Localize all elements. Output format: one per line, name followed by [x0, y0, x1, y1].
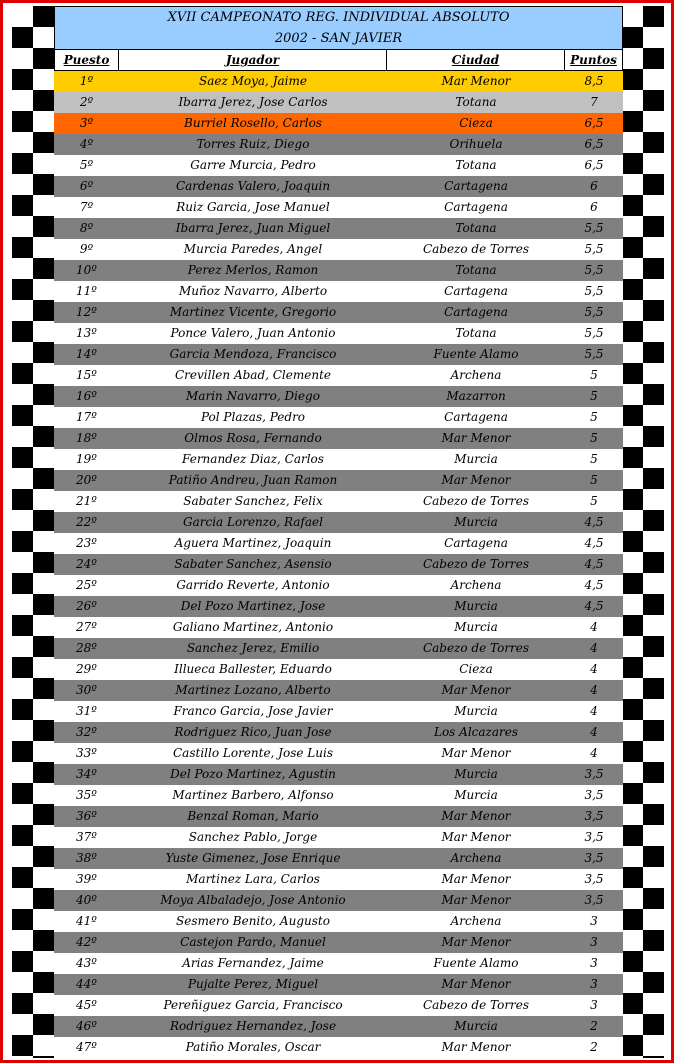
cell-jugador: Olmos Rosa, Fernando	[184, 431, 322, 445]
table-row	[54, 806, 623, 827]
cell-ciudad: Mar Menor	[441, 872, 511, 886]
table-row	[54, 239, 623, 260]
cell-ciudad: Cieza	[459, 662, 493, 676]
cell-puntos: 2	[590, 1040, 598, 1054]
cell-ciudad: Cabezo de Torres	[422, 998, 530, 1012]
cell-ciudad: Murcia	[454, 599, 498, 613]
cell-puesto: 13º	[76, 326, 97, 340]
cell-ciudad: Cartagena	[444, 284, 508, 298]
cell-ciudad: Totana	[455, 158, 497, 172]
cell-puesto: 3º	[79, 116, 94, 130]
cell-puesto: 10º	[76, 263, 97, 277]
cell-puntos: 6,5	[584, 158, 604, 172]
cell-jugador: Pujalte Perez, Miguel	[187, 977, 319, 991]
cell-puntos: 5,5	[584, 263, 604, 277]
cell-ciudad: Cartagena	[444, 305, 508, 319]
table-row	[54, 554, 623, 575]
cell-puntos: 6	[590, 200, 598, 214]
table-row	[54, 470, 623, 491]
cell-puntos: 3,5	[584, 872, 604, 886]
cell-ciudad: Mar Menor	[441, 809, 511, 823]
cell-ciudad: Murcia	[454, 767, 498, 781]
cell-puntos: 5,5	[584, 284, 604, 298]
cell-puntos: 3	[590, 935, 598, 949]
cell-ciudad: Cieza	[459, 116, 493, 130]
cell-jugador: Crevillen Abad, Clemente	[174, 368, 332, 382]
table-row	[54, 1037, 623, 1058]
cell-puntos: 4,5	[584, 515, 604, 529]
cell-puesto: 2º	[79, 95, 94, 109]
header-row	[54, 50, 623, 71]
table-row	[54, 323, 623, 344]
cell-puesto: 16º	[76, 389, 97, 403]
cell-puesto: 4º	[79, 137, 94, 151]
cell-jugador: Aguera Martinez, Joaquin	[174, 536, 332, 550]
table-row	[54, 575, 623, 596]
cell-ciudad: Murcia	[454, 704, 498, 718]
cell-jugador: Ibarra Jerez, Jose Carlos	[178, 95, 328, 109]
table-row	[54, 953, 623, 974]
cell-jugador: Sabater Sanchez, Asensio	[174, 557, 332, 571]
table-row	[54, 701, 623, 722]
cell-jugador: Perez Merlos, Ramon	[187, 263, 319, 277]
cell-puntos: 8,5	[584, 74, 604, 88]
table-row	[54, 638, 623, 659]
cell-puesto: 31º	[76, 704, 97, 718]
cell-jugador: Burriel Rosello, Carlos	[184, 116, 322, 130]
cell-puesto: 7º	[79, 200, 94, 214]
table-row	[54, 680, 623, 701]
cell-ciudad: Mar Menor	[441, 893, 511, 907]
header-jugador: Jugador	[119, 50, 387, 71]
table-row	[54, 365, 623, 386]
table-row	[54, 974, 623, 995]
cell-puesto: 18º	[76, 431, 97, 445]
title-line-1: XVII CAMPEONATO REG. INDIVIDUAL ABSOLUTO	[167, 10, 510, 25]
cell-ciudad: Orihuela	[449, 137, 503, 151]
cell-jugador: Castejon Pardo, Manuel	[180, 935, 326, 949]
table-row	[54, 764, 623, 785]
cell-jugador: Del Pozo Martinez, Agustin	[170, 767, 336, 781]
table-row	[54, 533, 623, 554]
cell-puesto: 39º	[76, 872, 97, 886]
cell-puesto: 17º	[76, 410, 97, 424]
table-row	[54, 71, 623, 92]
cell-ciudad: Murcia	[454, 620, 498, 634]
table-row	[54, 659, 623, 680]
cell-puesto: 19º	[76, 452, 97, 466]
cell-jugador: Benzal Roman, Mario	[187, 809, 319, 823]
cell-jugador: Murcia Paredes, Angel	[183, 242, 323, 256]
cell-puesto: 47º	[76, 1040, 97, 1054]
cell-puntos: 5,5	[584, 221, 604, 235]
table-row	[54, 281, 623, 302]
cell-puesto: 44º	[76, 977, 97, 991]
cell-puntos: 5,5	[584, 305, 604, 319]
cell-puntos: 5	[590, 368, 598, 382]
cell-jugador: Garcia Lorenzo, Rafael	[183, 515, 323, 529]
cell-ciudad: Cabezo de Torres	[422, 242, 530, 256]
table-title	[54, 6, 623, 50]
cell-puntos: 2	[590, 1019, 598, 1033]
table-row	[54, 890, 623, 911]
cell-ciudad: Archena	[450, 851, 502, 865]
cell-puntos: 7	[590, 95, 598, 109]
cell-puesto: 28º	[76, 641, 97, 655]
table-row	[54, 869, 623, 890]
cell-puesto: 11º	[76, 284, 97, 298]
table-row	[54, 428, 623, 449]
cell-puntos: 4	[590, 662, 598, 676]
cell-jugador: Del Pozo Martinez, Jose	[180, 599, 326, 613]
cell-puntos: 4	[590, 725, 598, 739]
cell-jugador: Yuste Gimenez, Jose Enrique	[165, 851, 341, 865]
cell-puesto: 14º	[76, 347, 97, 361]
cell-puesto: 5º	[79, 158, 94, 172]
cell-jugador: Martinez Lozano, Alberto	[175, 683, 331, 697]
cell-puesto: 43º	[76, 956, 97, 970]
table-row	[54, 848, 623, 869]
standings-table	[54, 6, 623, 1058]
cell-puesto: 37º	[76, 830, 97, 844]
cell-jugador: Ibarra Jerez, Juan Miguel	[175, 221, 331, 235]
cell-jugador: Franco Garcia, Jose Javier	[173, 704, 333, 718]
cell-puntos: 4	[590, 683, 598, 697]
checkered-border-right	[622, 6, 664, 1058]
table-row	[54, 743, 623, 764]
cell-jugador: Martinez Vicente, Gregorio	[169, 305, 337, 319]
cell-puntos: 3	[590, 914, 598, 928]
cell-puesto: 46º	[76, 1019, 97, 1033]
cell-jugador: Sabater Sanchez, Felix	[183, 494, 323, 508]
cell-puntos: 5	[590, 494, 598, 508]
cell-jugador: Sanchez Jerez, Emilio	[186, 641, 320, 655]
cell-jugador: Illueca Ballester, Eduardo	[174, 662, 332, 676]
title-line-2: 2002 - SAN JAVIER	[274, 31, 403, 46]
cell-jugador: Arias Fernandez, Jaime	[182, 956, 324, 970]
cell-jugador: Pereñiguez Garcia, Francisco	[163, 998, 343, 1012]
table-row	[54, 995, 623, 1016]
cell-puesto: 1º	[79, 74, 94, 88]
cell-ciudad: Mar Menor	[441, 830, 511, 844]
table-row	[54, 512, 623, 533]
cell-ciudad: Murcia	[454, 1019, 498, 1033]
cell-puntos: 4,5	[584, 578, 604, 592]
cell-ciudad: Mar Menor	[441, 473, 511, 487]
cell-puesto: 32º	[76, 725, 97, 739]
cell-jugador: Saez Moya, Jaime	[199, 74, 307, 88]
table-row	[54, 407, 623, 428]
cell-jugador: Sesmero Benito, Augusto	[176, 914, 330, 928]
cell-puntos: 3,5	[584, 767, 604, 781]
cell-puesto: 24º	[76, 557, 97, 571]
cell-puesto: 21º	[76, 494, 97, 508]
cell-puesto: 26º	[76, 599, 97, 613]
table-row	[54, 491, 623, 512]
cell-jugador: Ponce Valero, Juan Antonio	[170, 326, 336, 340]
cell-puesto: 29º	[76, 662, 97, 676]
cell-jugador: Rodriguez Hernandez, Jose	[169, 1019, 337, 1033]
table-row	[54, 827, 623, 848]
cell-puntos: 3	[590, 998, 598, 1012]
cell-jugador: Cardenas Valero, Joaquin	[175, 179, 331, 193]
cell-jugador: Garcia Mendoza, Francisco	[169, 347, 337, 361]
cell-jugador: Patiño Andreu, Juan Ramon	[168, 473, 338, 487]
cell-puntos: 5	[590, 410, 598, 424]
cell-ciudad: Murcia	[454, 452, 498, 466]
cell-ciudad: Cabezo de Torres	[422, 557, 530, 571]
cell-jugador: Martinez Lara, Carlos	[186, 872, 320, 886]
cell-puntos: 3	[590, 977, 598, 991]
cell-jugador: Castillo Lorente, Jose Luis	[173, 746, 333, 760]
cell-ciudad: Totana	[455, 263, 497, 277]
cell-jugador: Moya Albaladejo, Jose Antonio	[160, 893, 346, 907]
table-row	[54, 260, 623, 281]
cell-jugador: Torres Ruiz, Diego	[196, 137, 310, 151]
cell-ciudad: Murcia	[454, 515, 498, 529]
cell-jugador: Garrido Reverte, Antonio	[176, 578, 330, 592]
cell-puntos: 3,5	[584, 851, 604, 865]
table-row	[54, 302, 623, 323]
cell-puesto: 34º	[76, 767, 97, 781]
cell-puesto: 6º	[79, 179, 94, 193]
cell-jugador: Martinez Barbero, Alfonso	[172, 788, 334, 802]
cell-puesto: 15º	[76, 368, 97, 382]
cell-puntos: 6	[590, 179, 598, 193]
cell-puntos: 4	[590, 641, 598, 655]
cell-ciudad: Mar Menor	[441, 683, 511, 697]
cell-jugador: Patiño Morales, Oscar	[185, 1040, 321, 1054]
cell-ciudad: Archena	[450, 368, 502, 382]
cell-ciudad: Mar Menor	[441, 746, 511, 760]
cell-ciudad: Mar Menor	[441, 431, 511, 445]
cell-puntos: 5,5	[584, 242, 604, 256]
cell-puesto: 36º	[76, 809, 97, 823]
table-row	[54, 1016, 623, 1037]
table-row	[54, 911, 623, 932]
cell-puntos: 5	[590, 389, 598, 403]
cell-puntos: 5,5	[584, 326, 604, 340]
cell-ciudad: Fuente Alamo	[433, 956, 519, 970]
cell-puesto: 41º	[76, 914, 97, 928]
table-row	[54, 176, 623, 197]
cell-puesto: 20º	[76, 473, 97, 487]
cell-jugador: Sanchez Pablo, Jorge	[188, 830, 318, 844]
table-body	[54, 71, 623, 1058]
cell-puesto: 12º	[76, 305, 97, 319]
cell-ciudad: Cabezo de Torres	[422, 641, 530, 655]
cell-ciudad: Murcia	[454, 788, 498, 802]
cell-ciudad: Cartagena	[444, 536, 508, 550]
cell-ciudad: Fuente Alamo	[433, 347, 519, 361]
cell-puntos: 3,5	[584, 809, 604, 823]
cell-puntos: 5	[590, 473, 598, 487]
cell-puntos: 6,5	[584, 137, 604, 151]
cell-ciudad: Mazarron	[446, 389, 506, 403]
cell-puntos: 4,5	[584, 599, 604, 613]
cell-ciudad: Cartagena	[444, 179, 508, 193]
cell-jugador: Ruiz Garcia, Jose Manuel	[176, 200, 330, 214]
cell-ciudad: Archena	[450, 914, 502, 928]
cell-puntos: 4	[590, 620, 598, 634]
table-row	[54, 449, 623, 470]
cell-puntos: 3,5	[584, 893, 604, 907]
table-row	[54, 155, 623, 176]
cell-puntos: 3,5	[584, 830, 604, 844]
cell-ciudad: Mar Menor	[441, 1040, 511, 1054]
cell-ciudad: Cartagena	[444, 410, 508, 424]
cell-jugador: Muñoz Navarro, Alberto	[178, 284, 328, 298]
cell-puntos: 5,5	[584, 347, 604, 361]
table-row	[54, 617, 623, 638]
header-ciudad: Ciudad	[387, 50, 565, 71]
cell-ciudad: Mar Menor	[441, 935, 511, 949]
table-row	[54, 596, 623, 617]
cell-puesto: 45º	[76, 998, 97, 1012]
cell-ciudad: Totana	[455, 326, 497, 340]
cell-ciudad: Mar Menor	[441, 977, 511, 991]
cell-jugador: Rodriguez Rico, Juan Jose	[174, 725, 332, 739]
cell-jugador: Galiano Martinez, Antonio	[172, 620, 334, 634]
cell-puntos: 4	[590, 746, 598, 760]
cell-ciudad: Los Alcazares	[433, 725, 519, 739]
header-puntos: Puntos	[565, 50, 623, 71]
cell-ciudad: Archena	[450, 578, 502, 592]
cell-puesto: 38º	[76, 851, 97, 865]
cell-jugador: Marin Navarro, Diego	[186, 389, 320, 403]
cell-puesto: 40º	[76, 893, 97, 907]
cell-ciudad: Cartagena	[444, 200, 508, 214]
cell-puesto: 8º	[79, 221, 94, 235]
cell-puesto: 22º	[76, 515, 97, 529]
cell-puesto: 25º	[76, 578, 97, 592]
cell-jugador: Fernandez Diaz, Carlos	[182, 452, 324, 466]
cell-puesto: 9º	[79, 242, 94, 256]
cell-puntos: 3,5	[584, 788, 604, 802]
cell-jugador: Pol Plazas, Pedro	[200, 410, 306, 424]
cell-ciudad: Cabezo de Torres	[422, 494, 530, 508]
table-row	[54, 197, 623, 218]
cell-puntos: 3	[590, 956, 598, 970]
cell-ciudad: Totana	[455, 221, 497, 235]
cell-puntos: 4	[590, 704, 598, 718]
table-row	[54, 785, 623, 806]
cell-puesto: 35º	[76, 788, 97, 802]
table-row	[54, 386, 623, 407]
table-row	[54, 722, 623, 743]
cell-puesto: 30º	[76, 683, 97, 697]
cell-puntos: 5	[590, 431, 598, 445]
checkered-border-left	[12, 6, 54, 1058]
table-row	[54, 113, 623, 134]
table-row	[54, 344, 623, 365]
cell-puntos: 4,5	[584, 557, 604, 571]
cell-puntos: 4,5	[584, 536, 604, 550]
cell-ciudad: Totana	[455, 95, 497, 109]
cell-puesto: 33º	[76, 746, 97, 760]
table-row	[54, 218, 623, 239]
table-row	[54, 932, 623, 953]
cell-puesto: 42º	[76, 935, 97, 949]
table-row	[54, 92, 623, 113]
header-puesto: Puesto	[54, 50, 119, 71]
cell-puntos: 6,5	[584, 116, 604, 130]
cell-ciudad: Mar Menor	[441, 74, 511, 88]
cell-puesto: 27º	[76, 620, 97, 634]
cell-puesto: 23º	[76, 536, 97, 550]
cell-puntos: 5	[590, 452, 598, 466]
table-row	[54, 134, 623, 155]
cell-jugador: Garre Murcia, Pedro	[190, 158, 316, 172]
